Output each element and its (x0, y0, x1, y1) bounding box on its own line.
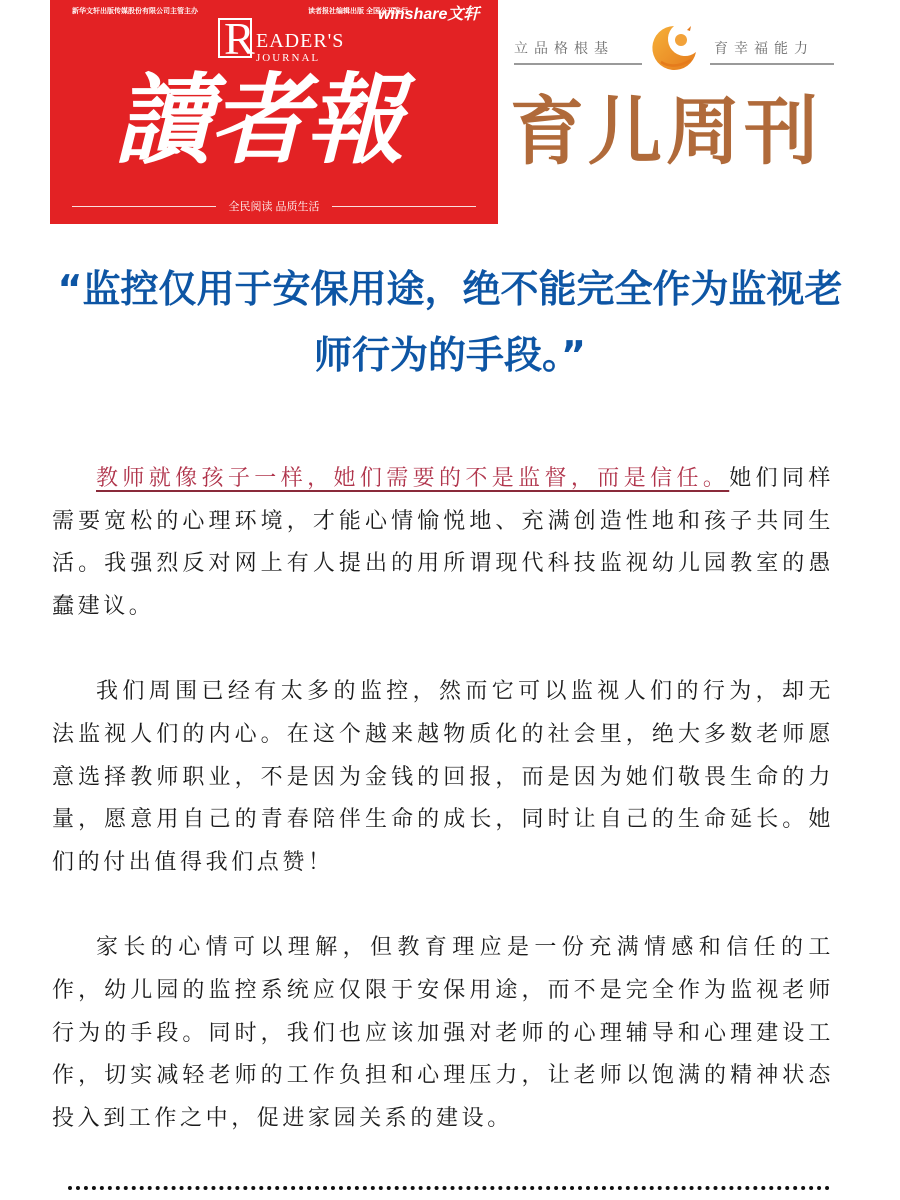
paragraph-text: 家长的心情可以理解，但教育理应是一份充满情感和信任的工作，幼儿园的监控系统应仅限于安保用途，而不是完全作为监视老师行为的手段。同时，我们也应该加强对老师的心理辅导和心理建设工作，切实减轻老师的工作负担和心理压力，让老师以饱满的精神状态投入到工作之中，促进家园关系的建设。 (52, 935, 834, 1131)
masthead-slogan-row (72, 198, 476, 214)
article-body (52, 458, 834, 1140)
motto-right: 育幸福能力 (714, 40, 814, 56)
article-headline: “监控仅用于安保用途，绝不能完全作为监视老师行为的手段。” (57, 267, 843, 377)
parenting-weekly-header (510, 20, 834, 180)
article-paragraph (52, 927, 834, 1140)
paragraph-text: 她们同样需要宽松的心理环境，才能心情愉悦地、充满创造性地和孩子共同生活。我强烈反对网上有人提出的用所谓现代科技监视幼儿园教室的愚蠢建议。 (52, 466, 835, 619)
motto-rule-left (514, 63, 642, 65)
article-paragraph (52, 458, 834, 628)
weekly-title: 育儿周刊 (510, 89, 822, 175)
distributor-line: 读者报社编辑出版 全国公开发行 (308, 8, 408, 15)
paragraph-text: 我们周围已经有太多的监控，然而它可以监视人们的行为，却无法监视人们的内心。在这个越来越物质化的社会里，绝大多数老师愿意选择教师职业，不是因为金钱的回报，而是因为她们敬畏生命的力量，愿意用自己的青春陪伴生命的成长，同时让自己的生命延长。她们的付出值得我们点赞！ (52, 679, 834, 875)
publisher-line: 新华文轩出版传媒股份有限公司主管主办 (72, 8, 198, 15)
sun-moon-logo-icon (647, 22, 701, 74)
highlighted-quote: 教师就像孩子一样，她们需要的不是监督，而是信任。 (96, 466, 730, 491)
english-subtitle: JOURNAL (256, 52, 321, 64)
article-paragraph (52, 671, 834, 884)
slogan-divider-left (72, 206, 216, 207)
english-title: EADER'S (256, 30, 345, 52)
motto-rule-right (710, 63, 834, 65)
winshare-logo: winshare文轩 (378, 6, 480, 23)
r-monogram: R (224, 13, 255, 64)
masthead-title: 讀者報 (114, 63, 403, 178)
dotted-divider (68, 1186, 830, 1190)
slogan-divider-right (332, 206, 476, 207)
readers-journal-masthead (50, 0, 498, 224)
motto-left: 立品格根基 (514, 40, 614, 56)
masthead-slogan: 全民阅读 品质生活 (228, 201, 320, 213)
